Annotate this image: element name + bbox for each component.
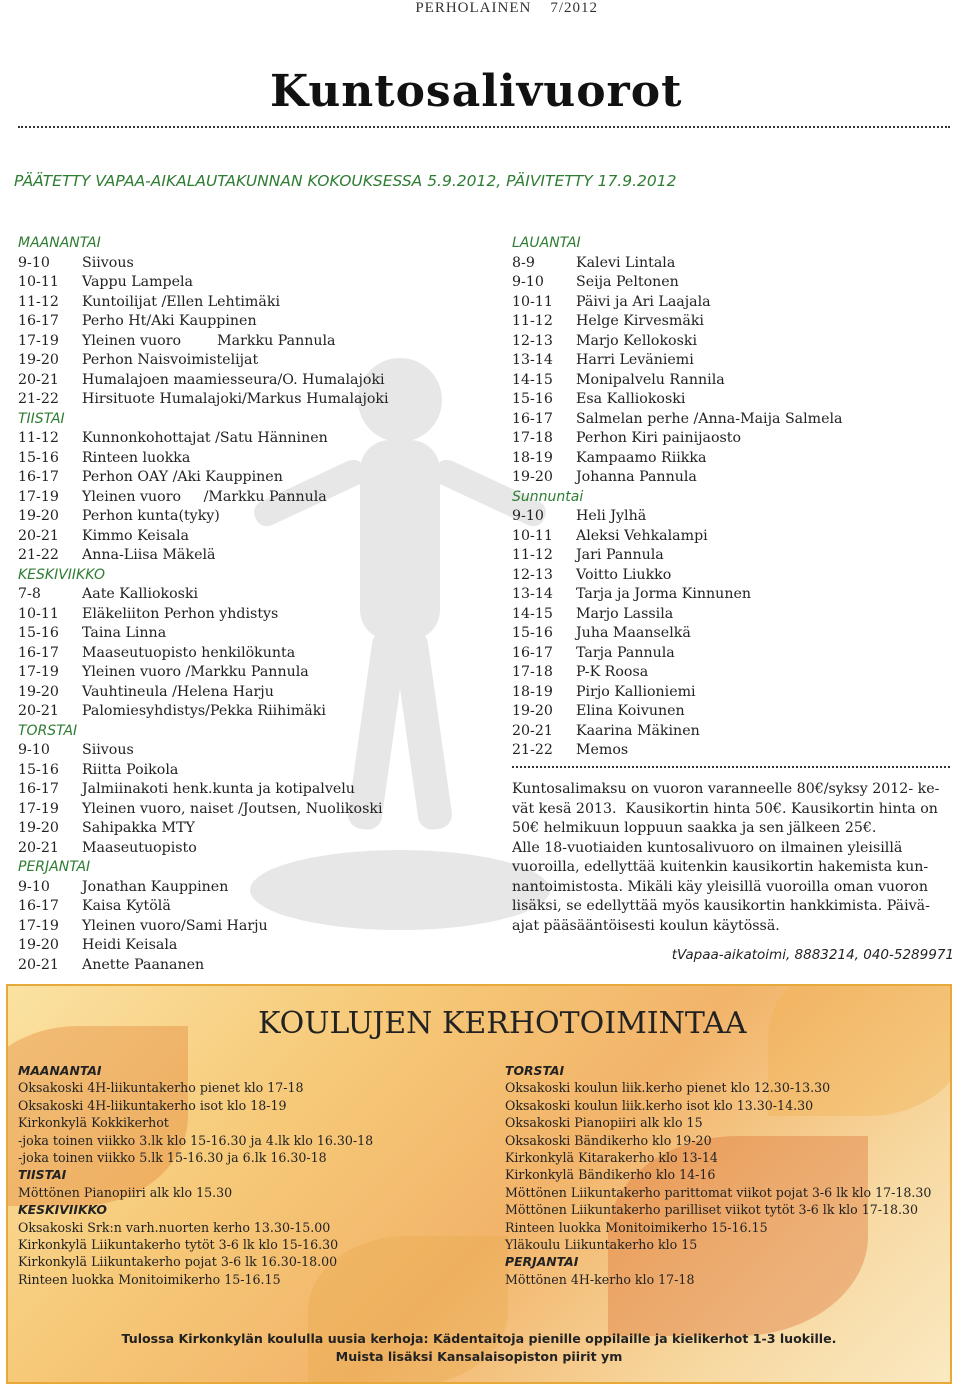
note-line: Kuntosalimaksu on vuoron varanneelle 80€/syksy 2012- ke-	[512, 781, 940, 797]
time-slot: 15-16	[18, 449, 59, 466]
time-slot: 20-21	[512, 722, 553, 739]
schedule-row	[18, 312, 389, 332]
schedule-row	[512, 624, 843, 644]
club-entry: Kirkonkylä Liikuntakerho pojat 3-6 lk 16.30-18.00	[18, 1254, 338, 1270]
schedule-row	[18, 546, 389, 566]
schedule-row	[18, 605, 389, 625]
booking-name: Helge Kirvesmäki	[576, 313, 704, 329]
time-slot: 16-17	[18, 781, 59, 797]
booking-name: Vappu Lampela	[82, 274, 194, 290]
time-slot: 11-12	[512, 547, 553, 563]
booking-name: Kaarina Mäkinen	[576, 722, 700, 739]
page-header	[415, 0, 598, 17]
booking-name: Voitto Liukko	[576, 566, 672, 583]
time-slot: 16-17	[18, 644, 59, 661]
club-entry: Kirkonkylä Kitarakerho klo 13-14	[505, 1150, 718, 1166]
time-slot: 10-11	[18, 274, 59, 290]
club-entry: Rinteen luokka Monitoimikerho 15-16.15	[505, 1219, 768, 1235]
time-slot: 15-16	[18, 761, 59, 778]
time-slot: 17-18	[512, 664, 553, 680]
schedule-row	[18, 956, 389, 976]
note-line: Alle 18-vuotiaiden kuntosalivuoro on ilmainen yleisillä	[512, 839, 903, 856]
club-entry: Kirkonkylä Bändikerho klo 14-16	[505, 1167, 716, 1183]
booking-name: Hirsituote Humalajoki/Markus Humalajoki	[82, 391, 389, 407]
schedule-row	[18, 507, 389, 527]
day-heading: PERJANTAI	[18, 859, 91, 875]
schedule-row	[18, 800, 389, 820]
time-slot: 20-21	[18, 703, 59, 719]
club-entry: Möttönen Liikuntakerho parilliset viikot tytöt 3-6 lk klo 17-18.30	[505, 1202, 919, 1218]
note-line: 50€ helmikuun loppuun saakka ja sen jälkeen 25€.	[512, 820, 877, 836]
booking-name: Kunnonkohottajat /Satu Hänninen	[82, 430, 328, 446]
club-entry: Möttönen Pianopiiri alk klo 15.30	[18, 1184, 233, 1200]
time-slot: 19-20	[18, 820, 59, 836]
schedule-row	[512, 507, 843, 527]
time-slot: 8-9	[512, 254, 535, 271]
time-slot: 20-21	[18, 371, 59, 388]
clubs-box	[6, 984, 952, 1384]
booking-name: Seija Peltonen	[576, 274, 679, 290]
schedule-row	[18, 468, 389, 488]
page-title: Kuntosalivuorot	[270, 66, 683, 117]
booking-name: Kuntoilijat /Ellen Lehtimäki	[82, 293, 280, 310]
time-slot: 18-19	[512, 449, 553, 466]
club-entry: Möttönen Liikuntakerho parittomat viikot pojat 3-6 lk klo 17-18.30	[505, 1184, 932, 1200]
time-slot: 21-22	[512, 742, 553, 758]
schedule-row	[512, 254, 843, 274]
schedule-row	[512, 293, 843, 313]
schedule-row	[18, 702, 389, 722]
schedule-row	[18, 917, 389, 937]
schedule-row	[512, 741, 843, 761]
schedule-row	[512, 527, 843, 547]
day-heading: TORSTAI	[18, 722, 78, 739]
schedule-row	[18, 371, 389, 391]
club-entry: Oksakoski 4H-liikuntakerho pienet klo 17-18	[18, 1080, 304, 1096]
club-entry: -joka toinen viikko 3.lk klo 15-16.30 ja 4.lk klo 16.30-18	[18, 1132, 374, 1148]
time-slot: 9-10	[512, 508, 544, 524]
club-entry: Möttönen 4H-kerho klo 17-18	[505, 1271, 695, 1287]
schedule-row	[512, 566, 843, 586]
time-slot: 9-10	[18, 878, 50, 895]
time-slot: 14-15	[512, 605, 553, 622]
time-slot: 17-18	[512, 430, 553, 446]
time-slot: 19-20	[512, 703, 553, 719]
booking-name: Anette Paananen	[82, 956, 205, 973]
booking-name: Yleinen vuoro Markku Pannula	[82, 332, 336, 349]
schedule-row	[512, 722, 843, 742]
booking-name: Aleksi Vehkalampi	[576, 527, 708, 544]
schedule-row	[18, 351, 389, 371]
club-entry: Oksakoski 4H-liikuntakerho isot klo 18-19	[18, 1097, 287, 1113]
note-line: vät kesä 2013. Kausikortin hinta 50€. Kausikortin hinta on	[512, 800, 938, 817]
time-slot: 15-16	[18, 625, 59, 641]
booking-name: P-K Roosa	[576, 664, 649, 680]
club-day-heading: KESKIVIIKKO	[18, 1202, 107, 1218]
booking-name: Päivi ja Ari Laajala	[576, 293, 711, 310]
schedule-row	[512, 429, 843, 449]
time-slot: 16-17	[18, 313, 59, 329]
club-entry: Oksakoski Pianopiiri alk klo 15	[505, 1115, 703, 1131]
booking-name: Monipalvelu Rannila	[576, 371, 725, 388]
booking-name: Perhon Naisvoimistelijat	[82, 352, 259, 368]
time-slot: 13-14	[512, 586, 553, 602]
booking-name: Kaisa Kytölä	[82, 898, 171, 914]
issue-number: 7/2012	[550, 0, 598, 16]
booking-name: Humalajoen maamiesseura/O. Humalajoki	[82, 371, 385, 388]
booking-name: Yleinen vuoro, naiset /Joutsen, Nuolikoski	[82, 800, 383, 817]
time-slot: 10-11	[18, 605, 59, 622]
club-entry: -joka toinen viikko 5.lk 15-16.30 ja 6.lk 16.30-18	[18, 1150, 327, 1166]
booking-name: Harri Leväniemi	[576, 352, 694, 368]
booking-name: Sahipakka MTY	[82, 820, 195, 836]
schedule-row	[18, 761, 389, 781]
booking-name: Elina Koivunen	[576, 703, 685, 719]
page-subtitle: PÄÄTETTY VAPAA-AIKALAUTAKUNNAN KOKOUKSESSA 5.9.2012, PÄIVITETTY 17.9.2012	[14, 172, 677, 190]
day-heading: Sunnuntai	[512, 488, 584, 505]
booking-name: Taina Linna	[82, 625, 167, 641]
club-entry: Yläkoulu Liikuntakerho klo 15	[505, 1237, 698, 1253]
schedule-row	[512, 390, 843, 410]
schedule-row	[18, 878, 389, 898]
booking-name: Marjo Lassila	[576, 605, 674, 622]
schedule-row	[512, 644, 843, 664]
booking-name: Aate Kalliokoski	[82, 586, 199, 602]
club-entry: Rinteen luokka Monitoimikerho 15-16.15	[18, 1271, 281, 1287]
schedule-row	[18, 839, 389, 859]
note-line: ajat pääsääntöisesti koulun käytössä.	[512, 917, 780, 934]
booking-name: Salmelan perhe /Anna-Maija Salmela	[576, 410, 843, 427]
time-slot: 17-19	[18, 332, 59, 349]
schedule-row	[18, 897, 389, 917]
schedule-row	[18, 741, 389, 761]
time-slot: 14-15	[512, 371, 553, 388]
time-slot: 12-13	[512, 332, 553, 349]
schedule-row	[512, 449, 843, 469]
time-slot: 19-20	[18, 937, 59, 953]
booking-name: Tarja ja Jorma Kinnunen	[576, 586, 751, 602]
booking-name: Pirjo Kallioniemi	[576, 683, 696, 700]
schedule-row	[18, 332, 389, 352]
booking-name: Kimmo Keisala	[82, 527, 189, 544]
booking-name: Anna-Liisa Mäkelä	[82, 547, 216, 563]
booking-name: Vauhtineula /Helena Harju	[82, 683, 274, 700]
contact-info: tVapaa-aikatoimi, 8883214, 040-5289971	[671, 947, 954, 963]
publication-name: PERHOLAINEN	[415, 0, 532, 16]
time-slot: 9-10	[512, 274, 544, 290]
schedule-row	[18, 936, 389, 956]
booking-name: Riitta Poikola	[82, 761, 179, 778]
schedule-row	[18, 449, 389, 469]
booking-name: Yleinen vuoro/Sami Harju	[82, 917, 268, 934]
booking-name: Rinteen luokka	[82, 449, 191, 466]
time-slot: 12-13	[512, 566, 553, 583]
booking-name: Yleinen vuoro /Markku Pannula	[82, 664, 309, 680]
schedule-row	[512, 683, 843, 703]
time-slot: 19-20	[18, 683, 59, 700]
booking-name: Yleinen vuoro /Markku Pannula	[82, 488, 327, 505]
club-day-heading: MAANANTAI	[18, 1063, 102, 1078]
booking-name: Jonathan Kauppinen	[82, 878, 229, 895]
club-entry: Oksakoski koulun liik.kerho pienet klo 12.30-13.30	[505, 1080, 831, 1096]
schedule-row	[18, 663, 389, 683]
time-slot: 9-10	[18, 254, 50, 271]
booking-name: Tarja Pannula	[576, 644, 675, 661]
schedule-row	[512, 273, 843, 293]
footer-line: Muista lisäksi Kansalaisopiston piirit ym	[335, 1348, 623, 1364]
time-slot: 20-21	[18, 527, 59, 544]
schedule-row	[512, 312, 843, 332]
booking-name: Maaseutuopisto	[82, 839, 197, 856]
booking-name: Jalmiinakoti henk.kunta ja kotipalvelu	[82, 781, 355, 797]
schedule-row	[18, 819, 389, 839]
clubs-left-column	[18, 1062, 373, 1288]
schedule-row	[512, 605, 843, 625]
time-slot: 7-8	[18, 586, 41, 602]
schedule-row	[512, 663, 843, 683]
schedule-row	[18, 780, 389, 800]
schedule-row	[18, 273, 389, 293]
day-heading: TIISTAI	[18, 410, 65, 427]
time-slot: 20-21	[18, 839, 59, 856]
time-slot: 13-14	[512, 352, 553, 368]
time-slot: 9-10	[18, 742, 50, 758]
booking-name: Marjo Kellokoski	[576, 332, 698, 349]
time-slot: 19-20	[18, 508, 59, 524]
schedule-row	[18, 527, 389, 547]
schedule-row	[18, 644, 389, 664]
time-slot: 17-19	[18, 488, 59, 505]
booking-name: Memos	[576, 742, 629, 758]
time-slot: 11-12	[18, 430, 59, 446]
schedule-row	[512, 332, 843, 352]
schedule-row	[18, 254, 389, 274]
schedule-row	[18, 390, 389, 410]
booking-name: Maaseutuopisto henkilökunta	[82, 644, 296, 661]
booking-name: Perhon OAY /Aki Kauppinen	[82, 469, 283, 485]
booking-name: Siivous	[82, 742, 134, 758]
booking-name: Johanna Pannula	[576, 469, 697, 485]
time-slot: 20-21	[18, 956, 59, 973]
club-entry: Kirkonkylä Liikuntakerho tytöt 3-6 lk klo 15-16.30	[18, 1237, 339, 1253]
schedule-row	[512, 585, 843, 605]
booking-name: Perho Ht/Aki Kauppinen	[82, 313, 257, 329]
schedule-row	[512, 546, 843, 566]
booking-name: Siivous	[82, 254, 134, 271]
right-schedule-column	[512, 234, 843, 761]
time-slot: 17-19	[18, 800, 59, 817]
day-heading: KESKIVIIKKO	[18, 566, 106, 583]
time-slot: 10-11	[512, 527, 553, 544]
club-day-heading: TIISTAI	[18, 1167, 67, 1183]
time-slot: 16-17	[512, 644, 553, 661]
booking-name: Eläkeliiton Perhon yhdistys	[82, 605, 279, 622]
time-slot: 18-19	[512, 683, 553, 700]
day-heading: MAANANTAI	[18, 235, 101, 251]
time-slot: 16-17	[18, 898, 59, 914]
time-slot: 16-17	[512, 410, 553, 427]
time-slot: 16-17	[18, 469, 59, 485]
booking-name: Kampaamo Riikka	[576, 449, 707, 466]
time-slot: 11-12	[512, 313, 553, 329]
booking-name: Kalevi Lintala	[576, 254, 676, 271]
title-divider	[18, 126, 950, 128]
booking-name: Juha Maanselkä	[576, 625, 691, 641]
schedule-row	[512, 371, 843, 391]
club-entry: Kirkonkylä Kokkikerhot	[18, 1115, 169, 1131]
time-slot: 10-11	[512, 293, 553, 310]
clubs-right-column	[505, 1062, 931, 1288]
time-slot: 15-16	[512, 625, 553, 641]
note-divider	[512, 766, 950, 768]
time-slot: 21-22	[18, 391, 59, 407]
club-entry: Oksakoski Bändikerho klo 19-20	[505, 1132, 712, 1148]
left-schedule-column	[18, 234, 389, 975]
schedule-row	[512, 410, 843, 430]
time-slot: 15-16	[512, 391, 553, 407]
club-entry: Oksakoski koulun liik.kerho isot klo 13.30-14.30	[505, 1097, 814, 1113]
schedule-row	[18, 624, 389, 644]
schedule-row	[512, 468, 843, 488]
clubs-footer	[8, 1330, 950, 1365]
booking-name: Jari Pannula	[576, 547, 664, 563]
schedule-row	[18, 429, 389, 449]
schedule-row	[18, 585, 389, 605]
note-line: vuoroilla, edellyttää kuitenkin kausikortin hakemista kun-	[512, 859, 929, 875]
time-slot: 17-19	[18, 664, 59, 680]
booking-name: Perhon kunta(tyky)	[82, 508, 220, 524]
schedule-row	[512, 351, 843, 371]
club-day-heading: PERJANTAI	[505, 1254, 579, 1270]
time-slot: 17-19	[18, 917, 59, 934]
day-heading: LAUANTAI	[512, 235, 581, 251]
clubs-title: KOULUJEN KERHOTOIMINTAA	[258, 1006, 747, 1041]
booking-name: Perhon Kiri painijaosto	[576, 430, 742, 446]
time-slot: 11-12	[18, 293, 59, 310]
footer-line: Tulossa Kirkonkylän koululla uusia kerhoja: Kädentaitoja pienille oppilaille ja kielikerhot 1-3 luokille.	[121, 1331, 837, 1346]
booking-name: Heidi Keisala	[82, 937, 178, 953]
booking-name: Esa Kalliokoski	[576, 391, 686, 407]
time-slot: 19-20	[18, 352, 59, 368]
time-slot: 21-22	[18, 547, 59, 563]
club-entry: Oksakoski Srk:n varh.nuorten kerho 13.30-15.00	[18, 1219, 331, 1235]
booking-name: Palomiesyhdistys/Pekka Riihimäki	[82, 703, 326, 719]
club-day-heading: TORSTAI	[505, 1063, 565, 1078]
note-line: lisäksi, se edellyttää myös kausikortin hankkimista. Päivä-	[512, 898, 930, 914]
schedule-row	[18, 488, 389, 508]
schedule-row	[512, 702, 843, 722]
booking-name: Heli Jylhä	[576, 508, 647, 524]
fee-note	[512, 780, 952, 936]
schedule-row	[18, 293, 389, 313]
schedule-row	[18, 683, 389, 703]
note-line: nantoimistosta. Mikäli käy yleisillä vuoroilla oman vuoron	[512, 878, 928, 895]
time-slot: 19-20	[512, 469, 553, 485]
